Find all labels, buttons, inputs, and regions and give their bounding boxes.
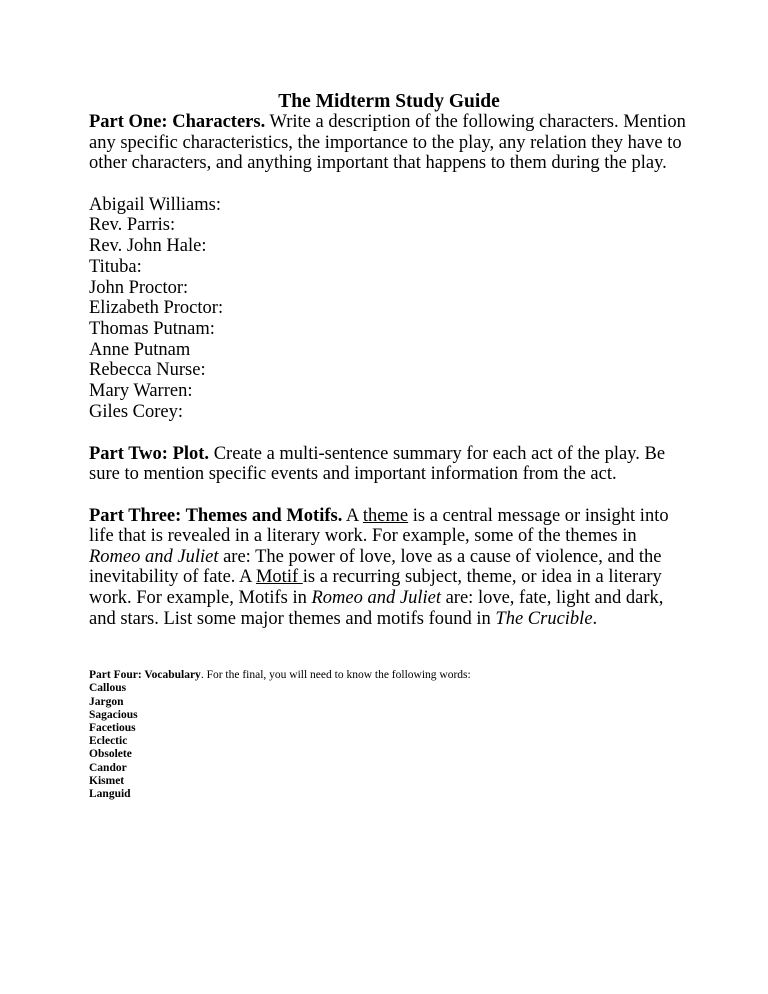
text-run: . xyxy=(592,608,598,629)
part-one-text: Write a description of the following characters. Mention any specific characteristics, the importance to the play, any relation they have to other characters, and anything important that happens to them during the play. xyxy=(89,112,686,174)
list-item: Jargon xyxy=(89,695,124,708)
character-list xyxy=(89,195,689,423)
part-two-text: Create a multi-sentence summary for each act of the play. Be sure to mention specific events and important information from the act. xyxy=(89,443,666,485)
list-item: Eclectic xyxy=(89,735,128,748)
part-three-paragraph xyxy=(89,506,689,630)
list-item: Rebecca Nurse: xyxy=(89,360,206,381)
list-item: Thomas Putnam: xyxy=(89,319,215,339)
spacer xyxy=(89,629,689,669)
list-item: Abigail Williams: xyxy=(89,194,222,215)
list-item: Elizabeth Proctor: xyxy=(89,298,224,319)
list-item: Kismet xyxy=(89,774,125,787)
romeo-juliet-title: Romeo and Juliet xyxy=(89,546,219,567)
part-two-heading: Part Two: Plot. xyxy=(89,443,210,464)
list-item: Giles Corey: xyxy=(89,401,184,422)
part-four-paragraph xyxy=(89,669,689,682)
list-item: Callous xyxy=(89,682,127,695)
list-item: Obsolete xyxy=(89,748,132,761)
list-item: Rev. Parris: xyxy=(89,215,176,236)
part-one-heading: Part One: Characters. xyxy=(89,112,266,132)
study-guide-page xyxy=(89,92,689,801)
text-run: are: The power of love, love as a cause of violence, and the inevitability of fate. A xyxy=(89,546,662,588)
text-run: is a central message or insight into life that is revealed in a literary work. For example, some of the themes in xyxy=(89,505,669,547)
text-run: is a recurring subject, theme, or idea in a literary work. For example, Motifs in xyxy=(89,567,662,609)
motif-term: Motif xyxy=(255,567,303,588)
list-item: Rev. John Hale: xyxy=(89,236,207,257)
list-item: Sagacious xyxy=(89,708,138,721)
text-run: are: love, fate, light and dark, and stars. List some major themes and motifs found in xyxy=(89,588,664,629)
list-item: John Proctor: xyxy=(89,277,189,298)
spacer xyxy=(89,174,689,195)
page-title: The Midterm Study Guide xyxy=(278,91,500,112)
vocabulary-list xyxy=(89,682,689,801)
list-item: Candor xyxy=(89,761,127,774)
theme-term: theme xyxy=(362,505,409,526)
part-three-heading: Part Three: Themes and Motifs. xyxy=(89,505,343,526)
list-item: Anne Putnam xyxy=(89,339,191,360)
text-run: A xyxy=(342,505,363,526)
list-item: Languid xyxy=(89,788,131,801)
part-four-text: . For the final, you will need to know the following words: xyxy=(200,669,471,682)
part-two-paragraph xyxy=(89,444,689,485)
list-item: Tituba: xyxy=(89,256,142,277)
part-four-heading: Part Four: Vocabulary xyxy=(89,669,201,682)
spacer xyxy=(89,423,689,444)
romeo-juliet-title: Romeo and Juliet xyxy=(311,588,441,609)
list-item: Facetious xyxy=(89,722,136,735)
crucible-title: The Crucible xyxy=(495,608,593,629)
spacer xyxy=(89,485,689,506)
part-one-paragraph xyxy=(89,112,689,174)
list-item: Mary Warren: xyxy=(89,381,193,402)
